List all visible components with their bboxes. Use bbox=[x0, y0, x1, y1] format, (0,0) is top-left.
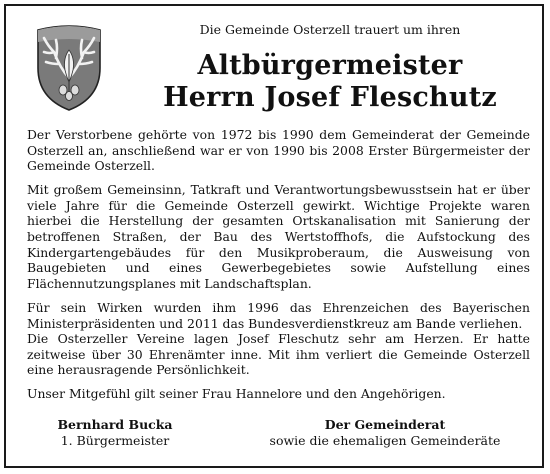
paragraph-condolence: Unser Mitgefühl gilt seiner Frau Hannelore und den Angehörigen. bbox=[27, 386, 446, 402]
paragraph-clubs: Die Osterzeller Vereine lagen Josef Fleschutz sehr am Herzen. Er hatte zeitweise über 30 Ehrenämter inne. Mit ihm verliert die Gemeinde Osterzell eine herausragende Persönlichkeit. bbox=[27, 331, 530, 378]
intro-line: Die Gemeinde Osterzell trauert um ihren bbox=[199, 22, 461, 37]
signature-council bbox=[250, 417, 520, 449]
deceased-title bbox=[120, 50, 540, 114]
paragraph-achievements: Mit großem Gemeinsinn, Tatkraft und Verantwortungsbewusstsein hat er über viele Jahre für die Gemeinde Osterzell gewirkt. Wichtige Projekte waren hierbei die Herstellung der gesamten Ortskanalisation mit Sanierung der betroffenen Straßen, der Bau des Wertstoffhofs, die Aufstockung des Kindergartengebäudes für den Musikproberaum, die Ausweisung von Baugebieten und eines Gewerbegebietes sowie Aufstellung eines Flächennutzungsplanes mit Landschaftsplan. bbox=[27, 182, 530, 291]
paragraph-career: Der Verstorbene gehörte von 1972 bis 1990 dem Gemeinderat der Gemeinde Osterzell an, anschließend war er von 1990 bis 2008 Erster Bürgermeister der Gemeinde Osterzell. bbox=[27, 127, 530, 174]
paragraph-honors: Für sein Wirken wurden ihm 1996 das Ehrenzeichen des Bayerischen Ministerpräsidenten und 2011 das Bundesverdienstkreuz am Bande verliehen. bbox=[27, 299, 530, 331]
title-line-1: Altbürgermeister bbox=[197, 50, 463, 81]
signature-mayor-role: 1. Bürgermeister bbox=[60, 433, 170, 448]
signature-council-role: sowie die ehemaligen Gemeinderäte bbox=[269, 433, 501, 448]
signature-mayor-name: Bernhard Bucka bbox=[57, 417, 173, 432]
signature-council-name: Der Gemeinderat bbox=[324, 417, 446, 432]
coat-of-arms-icon bbox=[30, 20, 108, 112]
title-line-2: Herrn Josef Fleschutz bbox=[163, 82, 497, 113]
obituary-body bbox=[27, 127, 530, 411]
signature-mayor bbox=[50, 417, 180, 449]
